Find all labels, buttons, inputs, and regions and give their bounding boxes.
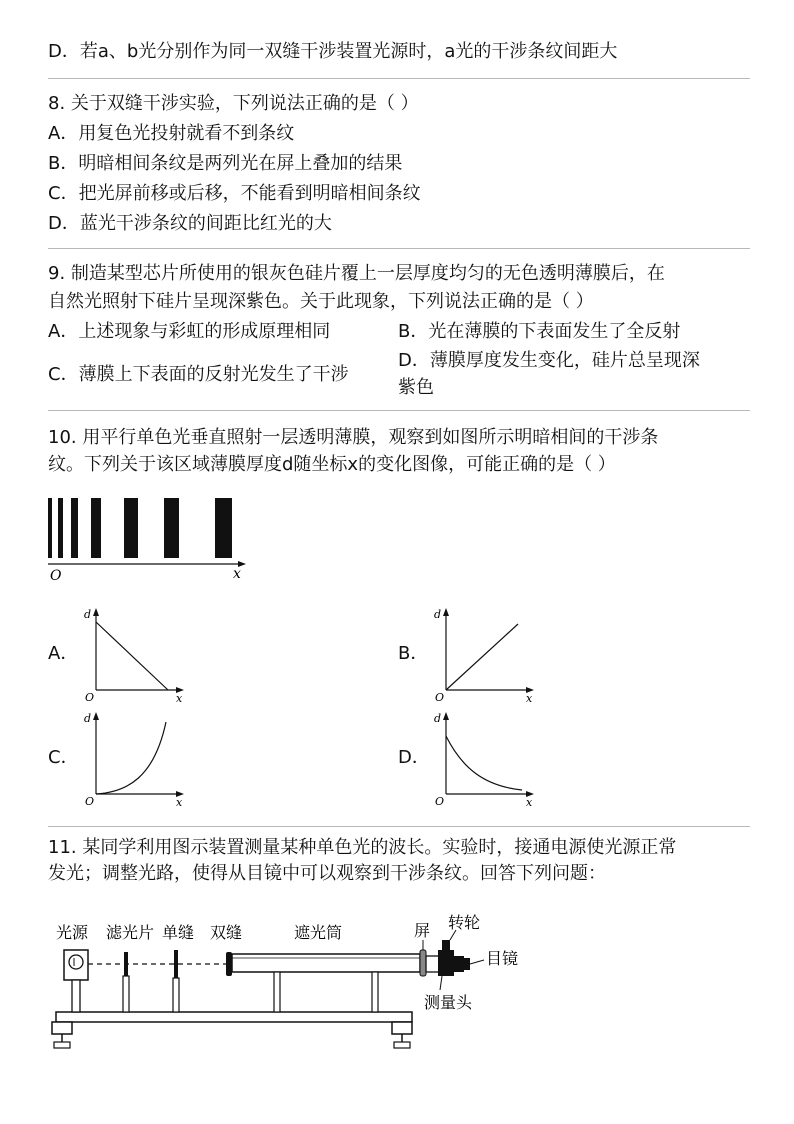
q9-option-a: A．上述现象与彩虹的形成原理相同 xyxy=(48,321,331,342)
graph-c-x-label: x xyxy=(176,796,183,808)
fringe-dark-band xyxy=(91,498,101,558)
single-slit-stand xyxy=(173,978,179,1012)
q11-stem-line1: 11. 某同学利用图示装置测量某种单色光的波长。实验时，接通电源使光源正常 xyxy=(48,837,677,858)
graph-d-curve xyxy=(446,736,522,790)
q9-option-d-line2: 紫色 xyxy=(398,377,434,398)
label-measuring-head: 测量头 xyxy=(424,993,473,1012)
q9-option-d-line1: D．薄膜厚度发生变化，硅片总呈现深 xyxy=(398,350,700,371)
q8-stem: 8. 关于双缝干涉实验，下列说法正确的是（ ） xyxy=(48,93,419,114)
fringe-dark-band xyxy=(215,498,232,558)
graph-d-y-arrow xyxy=(443,712,449,720)
fringe-origin-label: O xyxy=(50,568,62,584)
fringe-x-label: x xyxy=(233,566,241,582)
label-light-source: 光源 xyxy=(56,923,89,942)
graph-a-origin-label: O xyxy=(85,691,95,704)
label-single-slit: 单缝 xyxy=(162,923,195,942)
tube-support-left xyxy=(274,972,280,1012)
filter-element xyxy=(124,952,128,976)
fringe-pattern-figure xyxy=(40,490,260,585)
graph-b-origin-label: O xyxy=(435,691,445,704)
graph-a-curve xyxy=(96,622,168,690)
separator-4 xyxy=(48,826,750,827)
graph-b-y-arrow xyxy=(443,608,449,616)
double-slit-element xyxy=(226,952,232,976)
fringe-dark-band xyxy=(164,498,179,558)
q9-stem-line1: 9. 制造某型芯片所使用的银灰色硅片覆上一层厚度均匀的无色透明薄膜后，在 xyxy=(48,263,665,284)
q8-option-d: D．蓝光干涉条纹的间距比红光的大 xyxy=(48,213,332,234)
graph-option-d xyxy=(432,708,542,808)
graph-d-y-label: d xyxy=(434,712,442,725)
q8-option-b: B．明暗相间条纹是两列光在屏上叠加的结果 xyxy=(48,153,403,174)
bench-leg-right xyxy=(392,1022,412,1034)
q8-option-c: C．把光屏前移或后移，不能看到明暗相间条纹 xyxy=(48,183,421,204)
head-pointer-line xyxy=(440,976,442,990)
measuring-head-body xyxy=(426,956,440,972)
graph-d-origin-label: O xyxy=(435,795,445,808)
fringe-dark-band xyxy=(58,498,63,558)
q10-option-c-label: C． xyxy=(48,747,79,768)
graph-a-x-label: x xyxy=(176,692,183,704)
graph-option-c xyxy=(82,708,192,808)
label-wheel: 转轮 xyxy=(448,913,481,932)
measuring-head-block xyxy=(438,950,454,976)
graph-option-a xyxy=(82,604,192,704)
graph-a-y-label: d xyxy=(84,608,92,621)
separator-2 xyxy=(48,248,750,249)
eyepiece-pointer-line xyxy=(470,960,484,964)
graph-c-origin-label: O xyxy=(85,795,95,808)
single-slit-element xyxy=(174,950,178,978)
graph-b-y-label: d xyxy=(434,608,442,621)
q11-stem-line2: 发光；调整光路，使得从目镜中可以观察到干涉条纹。回答下列问题： xyxy=(48,863,606,884)
graph-b-x-label: x xyxy=(526,692,533,704)
q9-option-c: C．薄膜上下表面的反射光发生了干涉 xyxy=(48,364,349,385)
screen-element xyxy=(420,950,426,976)
q7-option-d: D．若a、b光分别作为同一双缝干涉装置光源时，a光的干涉条纹间距大 xyxy=(48,41,618,62)
eyepiece-element xyxy=(454,956,464,972)
bench-pad-left xyxy=(54,1042,70,1048)
bench-pad-right xyxy=(394,1042,410,1048)
shading-tube xyxy=(232,954,420,972)
label-screen: 屏 xyxy=(414,921,431,940)
turning-wheel-icon xyxy=(442,940,450,950)
label-tube: 遮光筒 xyxy=(294,923,343,942)
lamp-bulb-icon xyxy=(69,955,83,969)
graph-c-curve xyxy=(96,722,166,794)
graph-c-y-label: d xyxy=(84,712,92,725)
graph-a-y-arrow xyxy=(93,608,99,616)
q10-option-d-label: D． xyxy=(398,747,430,768)
q10-stem-line1: 10. 用平行单色光垂直照射一层透明薄膜，观察到如图所示明暗相间的干涉条 xyxy=(48,427,659,448)
graph-option-b xyxy=(432,604,542,704)
double-slit-apparatus-figure xyxy=(40,900,540,1060)
fringe-dark-band xyxy=(124,498,138,558)
graph-d-x-label: x xyxy=(526,796,533,808)
tube-support-right xyxy=(372,972,378,1012)
label-eyepiece: 目镜 xyxy=(486,949,519,968)
separator-3 xyxy=(48,410,750,411)
graph-c-y-arrow xyxy=(93,712,99,720)
bench-leg-left xyxy=(52,1022,72,1034)
eyepiece-cap xyxy=(464,958,470,970)
separator-1 xyxy=(48,78,750,79)
q10-option-a-label: A． xyxy=(48,643,79,664)
filter-stand xyxy=(123,976,129,1012)
optical-bench xyxy=(56,1012,412,1022)
fringe-dark-band xyxy=(48,498,52,558)
q8-option-a: A．用复色光投射就看不到条纹 xyxy=(48,123,295,144)
fringe-dark-band xyxy=(71,498,78,558)
q9-stem-line2: 自然光照射下硅片呈现深紫色。关于此现象，下列说法正确的是（ ） xyxy=(48,291,594,312)
q10-option-b-label: B． xyxy=(398,643,429,664)
q10-stem-line2: 纹。下列关于该区域薄膜厚度d随坐标x的变化图像，可能正确的是（ ） xyxy=(48,454,616,475)
q9-option-b: B．光在薄膜的下表面发生了全反射 xyxy=(398,321,681,342)
label-double-slit: 双缝 xyxy=(210,923,243,942)
label-filter: 滤光片 xyxy=(106,923,155,942)
light-source-stand xyxy=(72,980,80,1012)
graph-b-curve xyxy=(446,624,518,690)
